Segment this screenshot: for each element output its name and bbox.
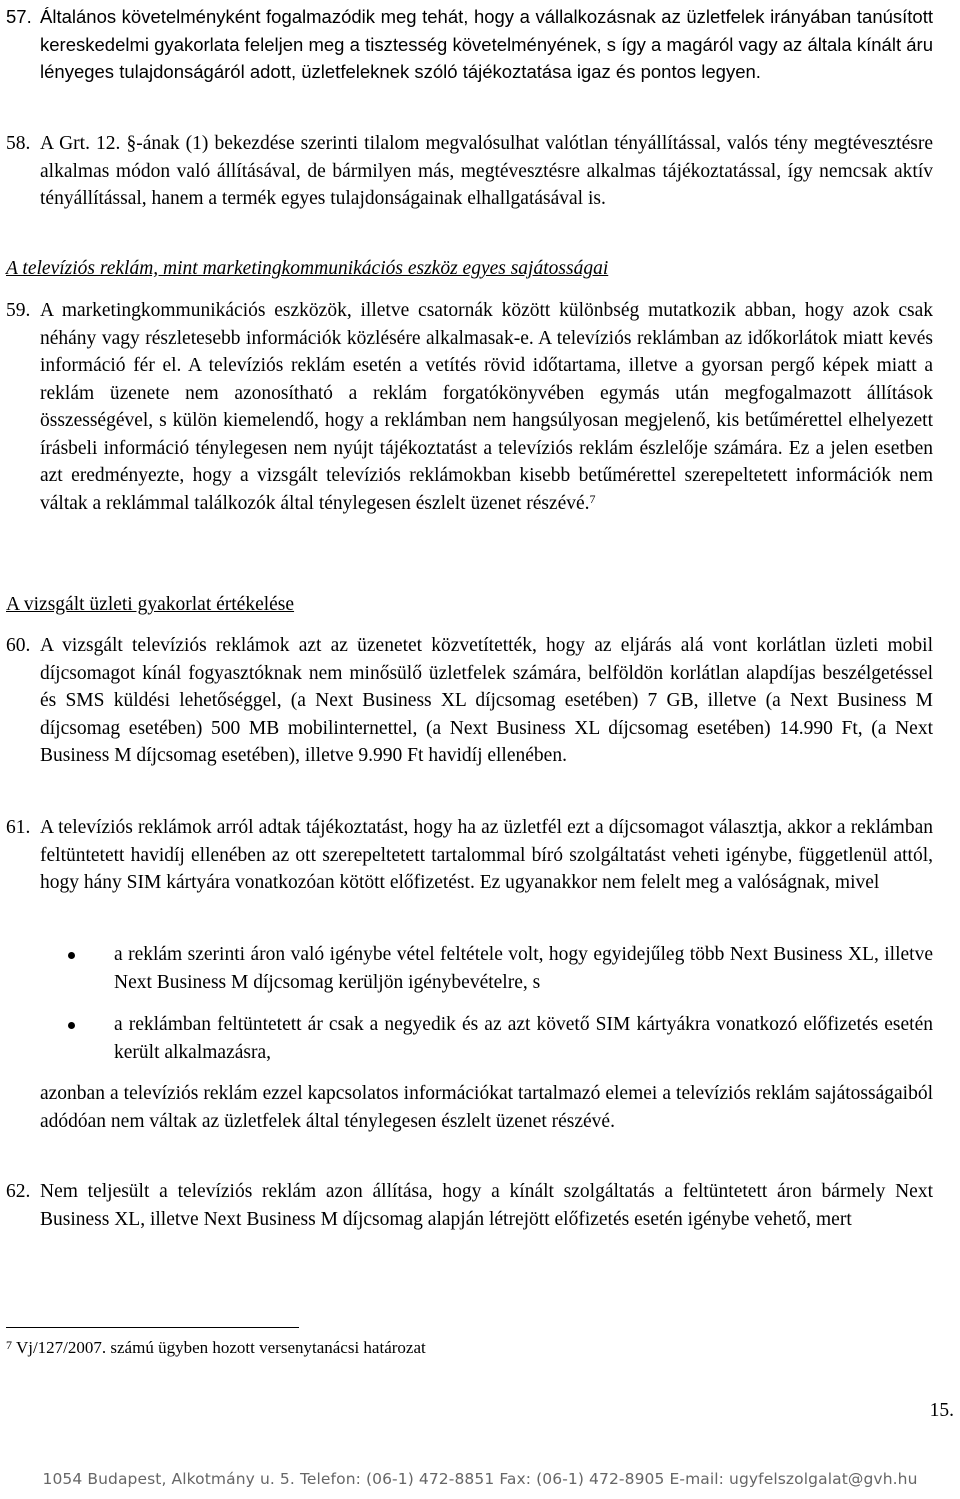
paragraph-text: Általános követelményként fogalmazódik meg tehát, hogy a vállalkozásnak az üzletfelek irányában tanúsított kereskedelmi gyakorlata feleljen meg a tisztesség követelményének, s így a magáról vagy az általa kínált áru lényeges tulajdonságáról adott, üzletfeleknek szóló tájékoztatása igaz és pontos legyen. [40, 6, 933, 82]
paragraph-text: A Grt. 12. §-ának (1) bekezdése szerinti tilalom megvalósulhat valótlan tényállítással, valós tény megtévesztésre alkalmas módon való állításával, de bármilyen más, megtévesztésre alkalmas tájékoztatással, így nemcsak aktív tényállítással, hanem a termék egyes tulajdonságainak elhallgatásával is. [40, 133, 933, 209]
paragraph-57 [6, 3, 933, 86]
list-item-text: a reklám szerinti áron való igénybe vétel feltétele volt, hogy egyidejűleg több Next Business XL, illetve Next Business M díjcsomag kerüljön igénybevételre, s [114, 944, 933, 993]
bullet-list [40, 941, 933, 1081]
list-item [40, 941, 933, 996]
footnote-text: Vj/127/2007. számú ügyben hozott versenytanácsi határozat [15, 1338, 426, 1357]
section-heading-tv-features: A televíziós reklám, mint marketingkommunikációs eszköz egyes sajátosságai [6, 258, 609, 279]
paragraph-text: Nem teljesült a televíziós reklám azon állítása, hogy a kínált szolgáltatás a feltüntetett áron bármely Next Business XL, illetve Next Business M díjcsomag alapján létrejött előfizetés esetén igénybe vehető, mert [40, 1181, 933, 1230]
paragraph-text: A televíziós reklámok arról adtak tájékoztatást, hogy ha az üzletfél ezt a díjcsomagot választja, akkor a reklámban feltüntetett havidíj ellenében az ott szerepeltetett tartalommal bíró szolgáltatást veheti igénybe, függetlenül attól, hogy hány SIM kártyára vonatkozóan kötött előfizetést. Ez ugyanakkor nem felelt meg a valóságnak, mivel [40, 817, 933, 893]
list-item [40, 1011, 933, 1066]
paragraph-number: 60. [6, 635, 31, 656]
paragraph-60 [6, 632, 933, 770]
paragraph-62 [6, 1178, 933, 1233]
page-number: 15. [929, 1400, 954, 1421]
bullet-icon [68, 1022, 75, 1029]
paragraph-number: 61. [6, 817, 31, 838]
paragraph-number: 57. [6, 6, 32, 27]
footnote-divider [6, 1327, 299, 1328]
paragraph-61 [6, 814, 933, 897]
paragraph-text: azonban a televíziós reklám ezzel kapcsolatos információkat tartalmazó elemei a televíziós reklám sajátosságaiból adódóan nem váltak az üzletfelek által ténylegesen észlelt üzenet részévé. [40, 1083, 933, 1132]
paragraph-text: A marketingkommunikációs eszközök, illetve csatornák között különbség mutatkozik abban, hogy azok csak néhány vagy részletesebb információk közlésére alkalmasak-e. A televíziós reklámban az időkorlátok miatt kevés információ fér el. A televíziós reklám esetén a vetítés rövid időtartama, illetve a gyorsan pergő képek miatt a reklám üzenete nem azonosítható a reklám forgatókönyvében egymás után megfogalmazott állítások összességével, s külön kiemelendő, hogy a reklámban nem hangsúlyosan megjelenő, kis betűmérettel elhelyezett írásbeli információ ténylegesen nem nyújt tájékoztatást a televíziós reklám észlelője számára. Ez a jelen esetben azt eredményezte, hogy a vizsgált televíziós reklámokban kisebb betűmérettel szerepeltetett információk nem váltak a reklámmal találkozók által ténylegesen észlelt üzenet részévé. [40, 300, 933, 514]
bullet-icon [68, 952, 75, 959]
section-heading-evaluation: A vizsgált üzleti gyakorlat értékelése [6, 594, 295, 615]
paragraph-text: A vizsgált televíziós reklámok azt az üzenetet közvetítették, hogy az eljárás alá vont korlátlan üzleti mobil díjcsomagot kínál fogyasztóknak nem minősülő üzletfelek számára, belföldön korlátlan alapdíjas beszélgetéssel és SMS küldési lehetőséggel, (a Next Business XL díjcsomag esetében) 7 GB, illetve (a Next Business M díjcsomag esetében) 500 MB mobilinternettel, (a Next Business XL díjcsomag esetében) 14.990 Ft, (a Next Business M díjcsomag esetében), illetve 9.990 Ft havidíj ellenében. [40, 635, 933, 766]
paragraph-59 [6, 297, 933, 517]
paragraph-58 [6, 130, 933, 213]
list-item-text: a reklámban feltüntetett ár csak a negyedik és az azt követő SIM kártyákra vonatkozó előfizetés esetén került alkalmazásra, [114, 1014, 933, 1063]
paragraph-61-continuation [6, 1080, 933, 1135]
footnote [6, 1336, 426, 1360]
footnote-reference: 7 [589, 491, 596, 506]
footnote-number: 7 [6, 1338, 12, 1352]
paragraph-number: 62. [6, 1181, 31, 1202]
paragraph-number: 59. [6, 300, 31, 321]
page-footer: 1054 Budapest, Alkotmány u. 5. Telefon: (06-1) 472-8851 Fax: (06-1) 472-8905 E-mail: ugyfelszolgalat@gvh.hu [42, 1470, 918, 1488]
paragraph-number: 58. [6, 133, 31, 154]
